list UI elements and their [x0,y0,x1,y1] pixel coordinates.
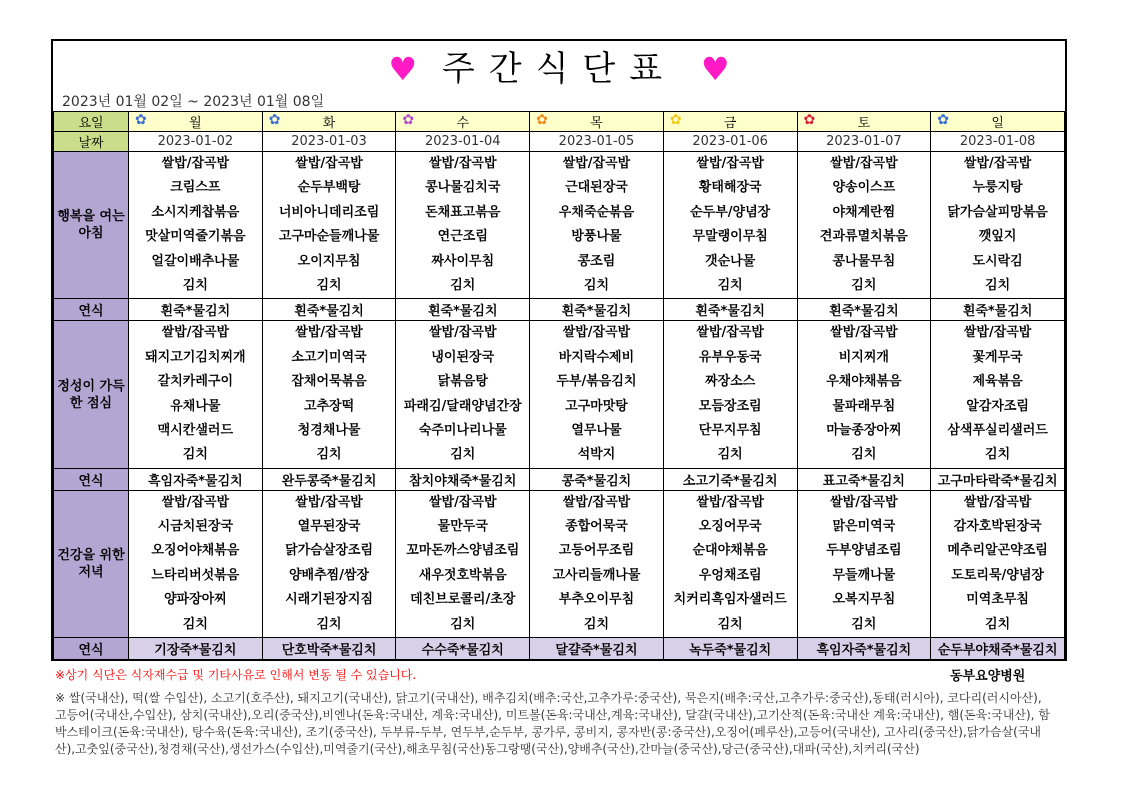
menu-item: 단무지무침 [698,422,762,438]
day-header [530,112,664,132]
menu-item: 깻잎지 [978,229,1017,245]
menu-item: 오이지무침 [297,253,361,269]
menu-item: 쌀밥/잡곡밥 [696,156,764,171]
day-row [54,112,1065,132]
menu-item: 소시지케찹볶음 [151,204,240,220]
menu-item: 돈채표고볶음 [425,204,501,220]
date-cell: 2023-01-02 [129,132,263,152]
menu-item: 시래기된장지짐 [285,592,373,608]
menu-item: 쌀밥/잡곡밥 [562,156,631,171]
title [53,47,1065,91]
menu-item: 쌀밥/잡곡밥 [428,325,497,341]
snack-cell: 소고기죽*물김치 [663,468,797,490]
menu-item: 닭가슴살장조림 [285,543,373,559]
menu-item: 물파래무침 [832,398,896,414]
menu-item: 김치 [316,616,342,632]
date-cell: 2023-01-04 [396,132,530,152]
menu-item: 고구마맛탕 [565,398,628,414]
menu-item: 쌀밥/잡곡밥 [295,494,363,510]
date-cell: 2023-01-03 [262,132,396,152]
snack-cell: 흰죽*물김치 [396,299,530,321]
day-name: 목 [590,116,603,131]
menu-item: 쌀밥/잡곡밥 [562,325,631,341]
menu-item: 양송이스프 [832,180,896,196]
snack-cell: 흰죽*물김치 [663,299,797,321]
menu-item: 김치 [182,447,208,463]
menu-item: 열무된장국 [297,519,361,535]
menu-item: 순두부백탕 [297,180,361,196]
day-header [663,112,797,132]
menu-item: 짜사이무침 [431,253,495,269]
day-header [262,112,396,132]
menu-item: 모듬장조림 [698,398,762,414]
tulip-icon: ✿ [937,112,949,128]
menu-item: 잡채어묵볶음 [291,374,367,390]
hospital-name: 동부요양병원 [950,669,1026,684]
menu-item: 방풍나물 [571,229,622,245]
menu-item: 무들깨나물 [832,567,896,583]
snack-cell: 흰죽*물김치 [129,299,263,321]
menu-item: 콩나물무침 [832,253,896,269]
menu-item: 쌀밥/잡곡밥 [428,156,497,171]
menu-item: 김치 [851,447,877,463]
menu-item: 돼지고기김치찌개 [145,349,246,365]
lunch-snack-row [54,468,1065,490]
dinner-cell [396,490,530,637]
menu-item: 알감자조림 [966,398,1029,414]
menu-item: 청경채나물 [297,422,361,438]
notice: ※상기 식단은 식자재수급 및 기타사유로 인해서 변동 될 수 있습니다. [55,668,417,682]
title-text: 주간식단표 [441,49,677,89]
menu-item: 쌀밥/잡곡밥 [963,494,1032,510]
dinner-cell [797,490,931,637]
lunch-cell [129,321,263,468]
menu-item: 쌀밥/잡곡밥 [161,325,230,341]
menu-item: 닭가슴살피망볶음 [947,204,1048,220]
menu-item: 마늘종장아찌 [826,422,902,438]
day-header [396,112,530,132]
menu-item: 종합어묵국 [565,519,628,535]
menu-item: 김치 [985,277,1011,293]
tulip-icon: ✿ [135,112,147,128]
menu-item: 치커리흑임자샐러드 [673,592,787,608]
menu-table [53,111,1065,660]
snack-cell: 참치야채죽*물김치 [396,468,530,490]
menu-item: 고구마순들깨나물 [278,229,380,245]
snack-cell: 기장죽*물김치 [129,638,263,660]
dinner-snack-row [54,638,1065,660]
dinner-label: 건강을 위한 저녁 [54,490,129,637]
lunch-row [54,321,1065,468]
heart-icon: ♥ [388,50,418,88]
menu-item: 견과류멸치볶음 [819,229,908,245]
menu-item: 김치 [851,277,877,293]
menu-item: 얼갈이배추나물 [151,253,240,269]
breakfast-snack-row [54,299,1065,321]
menu-item: 냉이된장국 [431,349,495,365]
menu-item: 비지찌개 [838,349,889,365]
breakfast-cell [797,152,931,299]
menu-item: 맛살미역줄기볶음 [145,229,246,245]
snack-cell: 흑임자죽*물김치 [797,638,931,660]
menu-item: 야채계란찜 [832,204,896,220]
menu-item: 김치 [182,277,208,293]
dinner-cell [129,490,263,637]
menu-item: 너비아니데리조림 [278,204,380,220]
menu-item: 쌀밥/잡곡밥 [161,156,230,171]
menu-item: 숙주미나리나물 [418,422,507,438]
day-name: 화 [322,116,336,131]
snack-cell: 흰죽*물김치 [530,299,664,321]
menu-item: 짜장소스 [705,374,756,390]
menu-item: 쌀밥/잡곡밥 [562,494,631,510]
period: 2023년 01월 02일 ~ 2023년 01월 08일 [62,94,325,110]
dinner-cell [262,490,396,637]
menu-item: 순대야채볶음 [692,543,768,559]
breakfast-cell [129,152,263,299]
breakfast-cell [262,152,396,299]
menu-item: 부추오이무침 [558,592,635,608]
menu-item: 꼬마돈까스양념조림 [406,543,520,559]
day-header [931,112,1065,132]
snack-cell: 흰죽*물김치 [931,299,1065,321]
snack-label: 연식 [54,299,129,321]
breakfast-label: 행복을 여는 아침 [54,152,129,299]
snack-cell: 수수죽*물김치 [396,638,530,660]
menu-item: 고등어무조림 [558,543,635,559]
day-header [797,112,931,132]
menu-item: 크림스프 [170,180,221,196]
day-name: 금 [723,116,737,131]
menu-item: 시금치된장국 [157,519,234,535]
menu-item: 고추장떡 [303,398,355,414]
tulip-icon: ✿ [669,112,682,128]
menu-item: 제육볶음 [972,374,1023,390]
day-header [129,112,263,132]
snack-cell: 녹두죽*물김치 [663,638,797,660]
menu-item: 석박지 [577,447,616,463]
menu-item: 메추리알곤약조림 [947,543,1048,559]
snack-cell: 흰죽*물김치 [797,299,931,321]
menu-item: 맥시칸샐러드 [157,422,234,438]
menu-item: 김치 [316,277,342,293]
menu-item: 열무나물 [571,422,622,438]
menu-item: 김치 [450,616,476,632]
menu-item: 양파장아찌 [163,592,227,608]
lunch-cell [262,321,396,468]
menu-item: 꽃게무국 [972,349,1023,365]
tulip-icon: ✿ [402,112,415,128]
menu-item: 갯순나물 [705,253,756,269]
dinner-cell [663,490,797,637]
tulip-icon: ✿ [803,112,816,128]
menu-item: 미역초무침 [966,592,1029,608]
menu-item: 바지락수제비 [558,349,635,365]
menu-item: 콩나물김치국 [425,180,501,196]
date-row [54,132,1065,152]
menu-item: 두부양념조림 [826,543,902,559]
tulip-icon: ✿ [268,112,281,128]
day-name: 월 [189,116,202,131]
snack-cell: 흑임자죽*물김치 [129,468,263,490]
menu-item: 유부우동국 [698,349,762,365]
menu-item: 쌀밥/잡곡밥 [295,156,363,171]
snack-cell: 표고죽*물김치 [797,468,931,490]
menu-item: 무말랭이무침 [692,229,768,245]
menu-item: 김치 [985,616,1011,632]
breakfast-cell [663,152,797,299]
menu-item: 느타리버섯볶음 [151,567,240,583]
menu-item: 감자호박된장국 [953,519,1042,535]
menu-item: 맑은미역국 [832,519,896,535]
menu-item: 데친브로콜리/초장 [410,592,516,608]
lunch-label: 정성이 가득한 점심 [54,321,129,468]
snack-label: 연식 [54,638,129,660]
lunch-cell [530,321,664,468]
menu-item: 갈치카레구이 [157,374,234,390]
menu-item: 우엉채조림 [698,567,762,583]
menu-item: 오복지무침 [832,592,896,608]
menu-item: 김치 [717,447,743,463]
menu-item: 오징어야채볶음 [151,543,240,559]
menu-item: 김치 [717,616,743,632]
day-label: 요일 [54,112,129,132]
menu-item: 도토리묵/양념장 [951,567,1044,583]
day-name: 수 [456,116,470,131]
snack-cell: 단호박죽*물김치 [262,638,396,660]
snack-cell: 콩죽*물김치 [530,468,664,490]
dinner-row [54,490,1065,637]
menu-item: 고사리들깨나물 [552,567,641,583]
menu-item: 김치 [717,277,743,293]
date-cell: 2023-01-07 [797,132,931,152]
menu-item: 쌀밥/잡곡밥 [161,494,230,510]
breakfast-cell [530,152,664,299]
menu-item: 양배추찜/쌈장 [289,567,370,583]
menu-item: 유채나물 [170,398,221,414]
dinner-cell [931,490,1065,637]
lunch-cell [663,321,797,468]
menu-item: 김치 [985,447,1011,463]
day-name: 토 [857,116,871,131]
menu-item: 도시락김 [972,253,1023,269]
menu-item: 김치 [182,616,208,632]
menu-item: 김치 [450,277,476,293]
menu-item: 김치 [316,447,342,463]
date-label: 날짜 [54,132,129,152]
menu-item: 순두부/양념장 [690,204,771,220]
menu-item: 쌀밥/잡곡밥 [830,156,898,171]
menu-item: 황태해장국 [698,180,762,196]
menu-item: 새우젓호박볶음 [418,567,507,583]
heart-icon: ♥ [700,50,730,88]
lunch-cell [797,321,931,468]
snack-cell: 달걀죽*물김치 [530,638,664,660]
day-name: 일 [991,116,1004,131]
lunch-cell [931,321,1065,468]
menu-item: 근대된장국 [565,180,628,196]
date-cell: 2023-01-05 [530,132,664,152]
date-cell: 2023-01-08 [931,132,1065,152]
menu-item: 소고기미역국 [291,349,367,365]
menu-item: 연근조림 [437,229,488,245]
menu-item: 쌀밥/잡곡밥 [696,494,764,510]
menu-item: 김치 [851,616,877,632]
menu-item: 김치 [583,616,610,632]
menu-item: 물만두국 [437,519,488,535]
origin-notice: ※ 쌀(국내산), 떡(쌀 수입산), 소고기(호주산), 돼지고기(국내산), 닭고기(국내산), 배추김치(배추:국산,고추가루:중국산), 묵은지(배추:국산,고추가루:중국산),동태(러시아), 코다리(러시아산), 고등어(국내산,수입산), 삼치(국내산),오리(중국산),비엔나(돈육:국내산, 계육:국내산), 미트볼(돈육:국내산,계육:국내산), 달걀(국내산),고기산적(돈육:국내산 계육:국내산), 햄(돈육:국내산), 함박스테이크(돈육:국내산), 탕수육(돈육:국내산), 조기(중국산), 두부류-두부, 연두부,순두부, 콩가루, 콩비지, 콩자반(콩:중국산),오징어(페루산),고등어(국내산), 고사리(중국산),닭가슴살(국내산),고춧잎(중국산),청경채(국산),생선가스(수입산),미역줄기(국산),해초무침(국산)동그랑땡(국산),양배추(국산),간마늘(중국산),당근(중국산),대파(국산),치커리(국산) [55,691,1050,756]
lunch-cell [396,321,530,468]
menu-item: 김치 [450,447,476,463]
snack-cell: 흰죽*물김치 [262,299,396,321]
menu-item: 우채야채볶음 [826,374,902,390]
menu-item: 쌀밥/잡곡밥 [830,494,898,510]
menu-item: 콩조림 [577,253,616,269]
snack-cell: 고구마타락죽*물김치 [931,468,1065,490]
menu-item: 쌀밥/잡곡밥 [295,325,363,341]
menu-item: 김치 [583,277,610,293]
menu-item: 쌀밥/잡곡밥 [428,494,497,510]
date-cell: 2023-01-06 [663,132,797,152]
menu-item: 쌀밥/잡곡밥 [963,156,1032,171]
breakfast-row [54,152,1065,299]
menu-item: 삼색푸실리샐러드 [947,422,1048,438]
menu-item: 쌀밥/잡곡밥 [963,325,1032,341]
menu-sheet [51,39,1067,661]
menu-item: 오징어무국 [698,519,762,535]
snack-cell: 순두부야채죽*물김치 [931,638,1065,660]
breakfast-cell [396,152,530,299]
snack-label: 연식 [54,468,129,490]
menu-item: 누룽지탕 [972,180,1023,196]
dinner-cell [530,490,664,637]
breakfast-cell [931,152,1065,299]
menu-item: 쌀밥/잡곡밥 [696,325,764,341]
tulip-icon: ✿ [536,112,548,128]
menu-item: 쌀밥/잡곡밥 [830,325,898,341]
snack-cell: 완두콩죽*물김치 [262,468,396,490]
menu-item: 우채죽순볶음 [558,204,635,220]
menu-item: 닭볶음탕 [437,374,488,390]
menu-item: 두부/볶음김치 [556,374,637,390]
menu-item: 파래김/달래양념간장 [403,398,522,414]
